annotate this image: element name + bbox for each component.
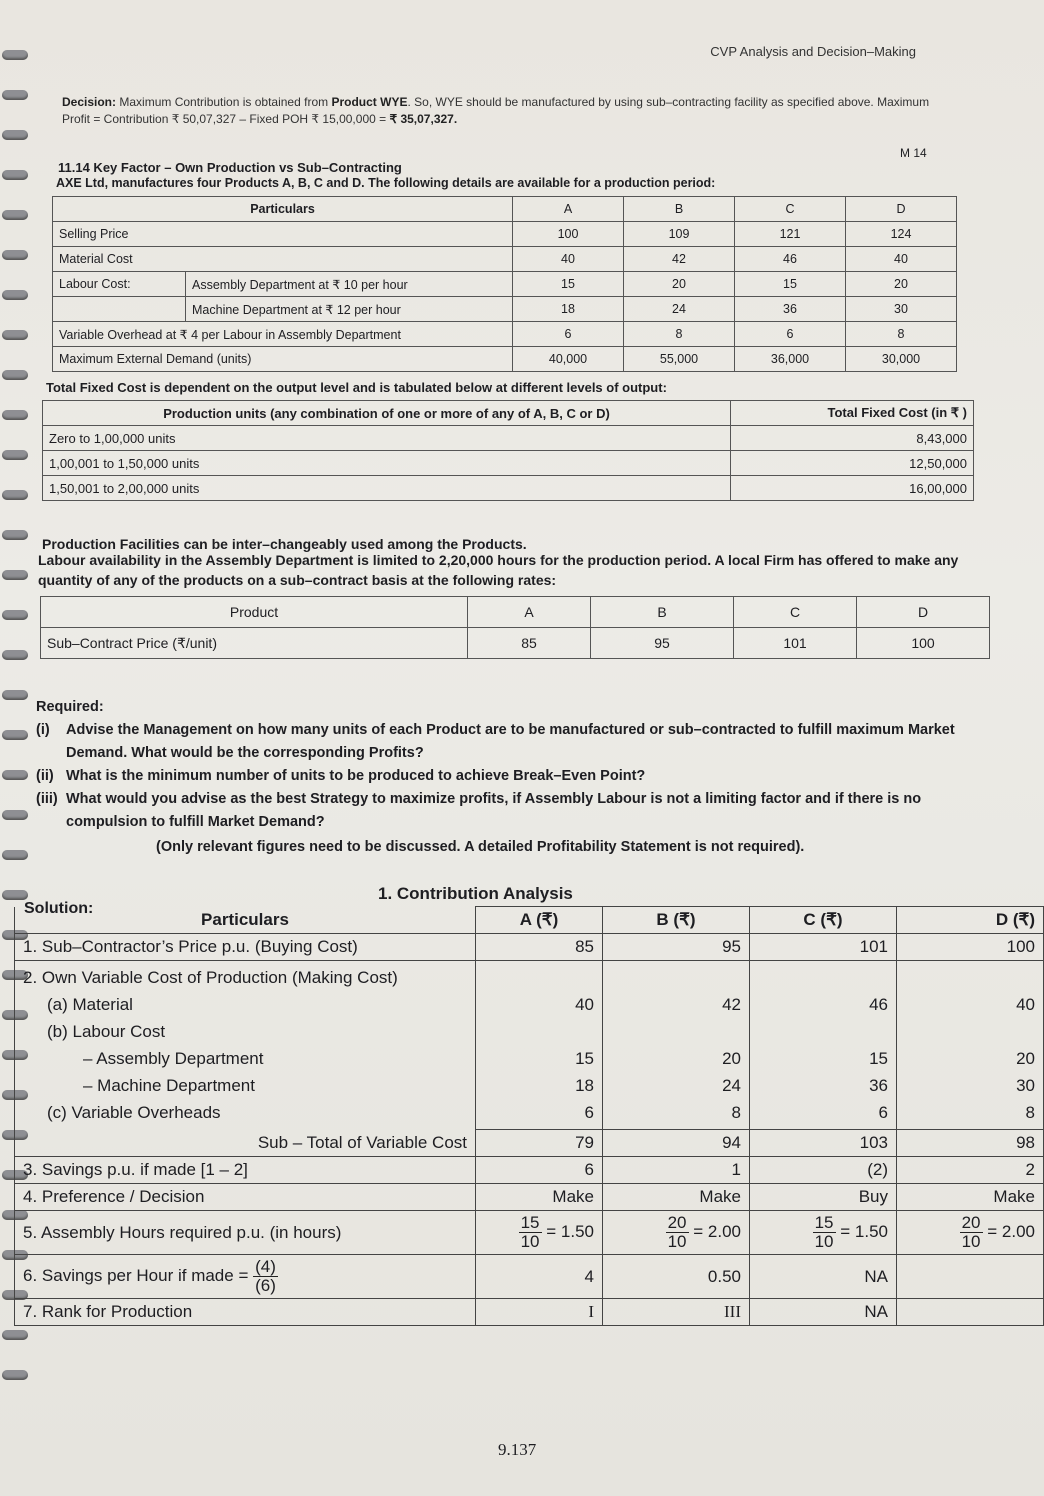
table-row xyxy=(53,347,957,372)
cell: 100 xyxy=(513,222,624,247)
t1-header-d: D xyxy=(846,197,957,222)
cell: Make xyxy=(897,1184,1044,1211)
cell: 40 xyxy=(513,247,624,272)
row-label: 6. Savings per Hour if made = $\frac{(4)}{(6)}$ xyxy=(15,1255,476,1299)
table-row xyxy=(15,1255,1044,1299)
problem-title: 11.14 Key Factor – Own Production vs Sub–Contracting xyxy=(58,160,402,175)
row-sublabel: Assembly Department at ₹ 10 per hour xyxy=(186,272,513,297)
cell: 46 xyxy=(869,995,888,1014)
cell: 6 xyxy=(584,1103,594,1122)
note: (Only relevant figures need to be discussed. A detailed Profitability Statement is not required). xyxy=(156,839,805,855)
cell: $\frac{20}{10}$ = 2.00 xyxy=(603,1211,750,1255)
sol-header-particulars: Particulars xyxy=(15,907,476,934)
row-label: Sub – Total of Variable Cost xyxy=(15,1130,476,1157)
cell: Buy xyxy=(750,1184,897,1211)
table-row xyxy=(53,322,957,347)
cell: 24 xyxy=(722,1076,741,1095)
cell: 40 xyxy=(846,247,957,272)
cell: 8,43,000 xyxy=(731,426,974,451)
labour-text: Labour availability in the Assembly Department is limited to 2,20,000 hours for the production period. A local Firm has offered to make any quantity of any of the products on a sub–contract basis at the following rates: xyxy=(38,552,959,588)
col-a-costs xyxy=(476,961,603,1130)
row-sublabel: (a) Material xyxy=(47,995,133,1015)
cell: III xyxy=(603,1299,750,1326)
cell: NA xyxy=(750,1255,897,1299)
cell: 8 xyxy=(1025,1103,1035,1122)
cell: $\frac{15}{10}$ = 1.50 xyxy=(476,1211,603,1255)
t1-header-particulars: Particulars xyxy=(53,197,513,222)
col-c-costs xyxy=(750,961,897,1130)
sol-header-b: B (₹) xyxy=(603,907,750,934)
fixed-cost-table xyxy=(42,400,974,501)
table-row xyxy=(43,476,974,501)
cell: 95 xyxy=(591,628,734,659)
row-label: Material Cost xyxy=(53,247,513,272)
row-label: Labour Cost: xyxy=(53,272,186,297)
t2-header-production: Production units (any combination of one or more of any of A, B, C or D) xyxy=(43,401,731,426)
t3-header-a: A xyxy=(468,597,591,628)
required-label: Required: xyxy=(36,699,104,715)
cell: 0.50 xyxy=(603,1255,750,1299)
row-label: Selling Price xyxy=(53,222,513,247)
t1-header-a: A xyxy=(513,197,624,222)
row-label: 7. Rank for Production xyxy=(15,1299,476,1326)
cell: 24 xyxy=(624,297,735,322)
cell: 100 xyxy=(857,628,990,659)
cell xyxy=(897,1299,1044,1326)
cell: 8 xyxy=(846,322,957,347)
col-b-costs xyxy=(603,961,750,1130)
row-label: Variable Overhead at ₹ 4 per Labour in Assembly Department xyxy=(53,322,513,347)
row-sublabel: – Machine Department xyxy=(83,1076,255,1096)
cell: Zero to 1,00,000 units xyxy=(43,426,731,451)
page-number: 9.137 xyxy=(498,1440,537,1459)
row-label: 2. Own Variable Cost of Production (Making Cost) xyxy=(23,968,398,988)
sub-contract-table xyxy=(40,596,990,659)
row-sublabel: Machine Department at ₹ 12 per hour xyxy=(186,297,513,322)
cell: 46 xyxy=(735,247,846,272)
row-label xyxy=(53,297,186,322)
table-row xyxy=(15,1299,1044,1326)
cell: 8 xyxy=(624,322,735,347)
table-row xyxy=(53,297,957,322)
cell: 36 xyxy=(735,297,846,322)
table-row xyxy=(43,426,974,451)
required-item xyxy=(36,765,1006,788)
cell: 36 xyxy=(869,1076,888,1095)
cell: 6 xyxy=(878,1103,888,1122)
cell: 4 xyxy=(476,1255,603,1299)
product-details-table xyxy=(52,196,957,372)
chapter-header: CVP Analysis and Decision–Making xyxy=(710,44,916,59)
cell: 15 xyxy=(869,1049,888,1068)
table-row xyxy=(53,247,957,272)
cell: 1,50,001 to 2,00,000 units xyxy=(43,476,731,501)
t3-header-product: Product xyxy=(41,597,468,628)
cell: Sub–Contract Price (₹/unit) xyxy=(41,628,468,659)
cell: 101 xyxy=(734,628,857,659)
table-row xyxy=(15,934,1044,961)
table-row xyxy=(53,272,957,297)
cell: 6 xyxy=(513,322,624,347)
decision-label: Decision: xyxy=(62,95,117,109)
cell: 42 xyxy=(624,247,735,272)
cell: 103 xyxy=(750,1130,897,1157)
table-row xyxy=(15,1211,1044,1255)
problem-intro: AXE Ltd, manufactures four Products A, B, C and D. The following details are available for a production period: xyxy=(56,176,716,190)
cell: 16,00,000 xyxy=(731,476,974,501)
facilities-note: Production Facilities can be inter–changeably used among the Products. xyxy=(42,536,527,552)
row-sublabel: (b) Labour Cost xyxy=(47,1022,166,1042)
sol-header-d: D (₹) xyxy=(897,907,1044,934)
cell xyxy=(897,1255,1044,1299)
t1-header-c: C xyxy=(735,197,846,222)
cell: 15 xyxy=(735,272,846,297)
row-sublabel: – Assembly Department xyxy=(83,1049,264,1069)
item-text: What would you advise as the best Strategy to maximize profits, if Assembly Labour is not a limiting factor and if there is no compulsion to fulfill Market Demand? xyxy=(66,791,922,830)
item-text: Advise the Management on how many units of each Product are to be manufactured or sub–contracted to fulfill maximum Market Demand. What would be the corresponding Profits? xyxy=(66,722,955,761)
solution-label: Solution: xyxy=(24,900,94,917)
cell: 124 xyxy=(846,222,957,247)
cell: 8 xyxy=(731,1103,741,1122)
t2-header-fixed-cost: Total Fixed Cost (in ₹ ) xyxy=(731,401,974,426)
cell: 20 xyxy=(722,1049,741,1068)
row-label: 4. Preference / Decision xyxy=(15,1184,476,1211)
fixed-cost-intro: Total Fixed Cost is dependent on the output level and is tabulated below at different levels of output: xyxy=(46,380,667,395)
cell: 85 xyxy=(468,628,591,659)
cell: 12,50,000 xyxy=(731,451,974,476)
cell: 55,000 xyxy=(624,347,735,372)
cell: 1 xyxy=(603,1157,750,1184)
cell: 20 xyxy=(846,272,957,297)
col-d-costs xyxy=(897,961,1044,1130)
sol-header-c: C (₹) xyxy=(750,907,897,934)
cell: 100 xyxy=(897,934,1044,961)
required-section xyxy=(36,696,1006,859)
cell: 6 xyxy=(735,322,846,347)
cell: 40 xyxy=(575,995,594,1014)
t3-header-c: C xyxy=(734,597,857,628)
marks-tag: M 14 xyxy=(900,146,927,160)
cell: 79 xyxy=(476,1130,603,1157)
item-number: (iii) xyxy=(36,791,58,807)
contribution-table xyxy=(14,906,1044,1326)
cell: Make xyxy=(603,1184,750,1211)
cell: I xyxy=(476,1299,603,1326)
decision-value: ₹ 35,07,327. xyxy=(389,112,458,126)
decision-product: Product WYE xyxy=(331,95,408,109)
cell: $\frac{20}{10}$ = 2.00 xyxy=(897,1211,1044,1255)
cell: 40,000 xyxy=(513,347,624,372)
cell: 98 xyxy=(897,1130,1044,1157)
t3-header-d: D xyxy=(857,597,990,628)
table-row xyxy=(15,1157,1044,1184)
cell: 18 xyxy=(513,297,624,322)
item-number: (i) xyxy=(36,722,50,738)
cell: 15 xyxy=(513,272,624,297)
contribution-heading: 1. Contribution Analysis xyxy=(378,884,573,903)
item-number: (ii) xyxy=(36,768,54,784)
variable-cost-block xyxy=(15,961,476,1130)
cell: 30,000 xyxy=(846,347,957,372)
row-sublabel: (c) Variable Overheads xyxy=(47,1103,221,1123)
cell: 2 xyxy=(897,1157,1044,1184)
table-row xyxy=(15,1184,1044,1211)
cell: 109 xyxy=(624,222,735,247)
cell: 20 xyxy=(624,272,735,297)
cell: $\frac{15}{10}$ = 1.50 xyxy=(750,1211,897,1255)
row-label: Maximum External Demand (units) xyxy=(53,347,513,372)
t1-header-b: B xyxy=(624,197,735,222)
cell: NA xyxy=(750,1299,897,1326)
cell: 1,00,001 to 1,50,000 units xyxy=(43,451,731,476)
decision-text-2: . So, WYE should be manufactured by using sub–contracting facility as specified above. Maximum Profit = Contribution ₹ 50,07,327 – Fixed POH ₹ 15,00,000 = xyxy=(62,95,930,126)
row-label: 3. Savings p.u. if made [1 – 2] xyxy=(15,1157,476,1184)
cell: 95 xyxy=(603,934,750,961)
cell: 85 xyxy=(476,934,603,961)
table-row xyxy=(41,628,990,659)
cell: 30 xyxy=(1016,1076,1035,1095)
required-item xyxy=(36,788,1006,834)
required-item xyxy=(36,719,1006,765)
cell: 40 xyxy=(1016,995,1035,1014)
item-text: What is the minimum number of units to be produced to achieve Break–Even Point? xyxy=(66,768,646,784)
table-row xyxy=(15,961,1044,1130)
cell: 15 xyxy=(575,1049,594,1068)
cell: 6 xyxy=(476,1157,603,1184)
cell: 20 xyxy=(1016,1049,1035,1068)
row-label: 5. Assembly Hours required p.u. (in hours) xyxy=(15,1211,476,1255)
cell: 18 xyxy=(575,1076,594,1095)
table-row xyxy=(43,451,974,476)
cell: (2) xyxy=(750,1157,897,1184)
decision-text-1: Maximum Contribution is obtained from xyxy=(119,95,329,109)
cell: 30 xyxy=(846,297,957,322)
t3-header-b: B xyxy=(591,597,734,628)
table-row xyxy=(15,1130,1044,1157)
cell: 121 xyxy=(735,222,846,247)
cell: Make xyxy=(476,1184,603,1211)
cell: 94 xyxy=(603,1130,750,1157)
cell: 42 xyxy=(722,995,741,1014)
table-row xyxy=(53,222,957,247)
sol-header-a: A (₹) xyxy=(476,907,603,934)
cell: 36,000 xyxy=(735,347,846,372)
decision-paragraph xyxy=(62,94,932,128)
row-label: 1. Sub–Contractor’s Price p.u. (Buying Cost) xyxy=(15,934,476,961)
cell: 101 xyxy=(750,934,897,961)
